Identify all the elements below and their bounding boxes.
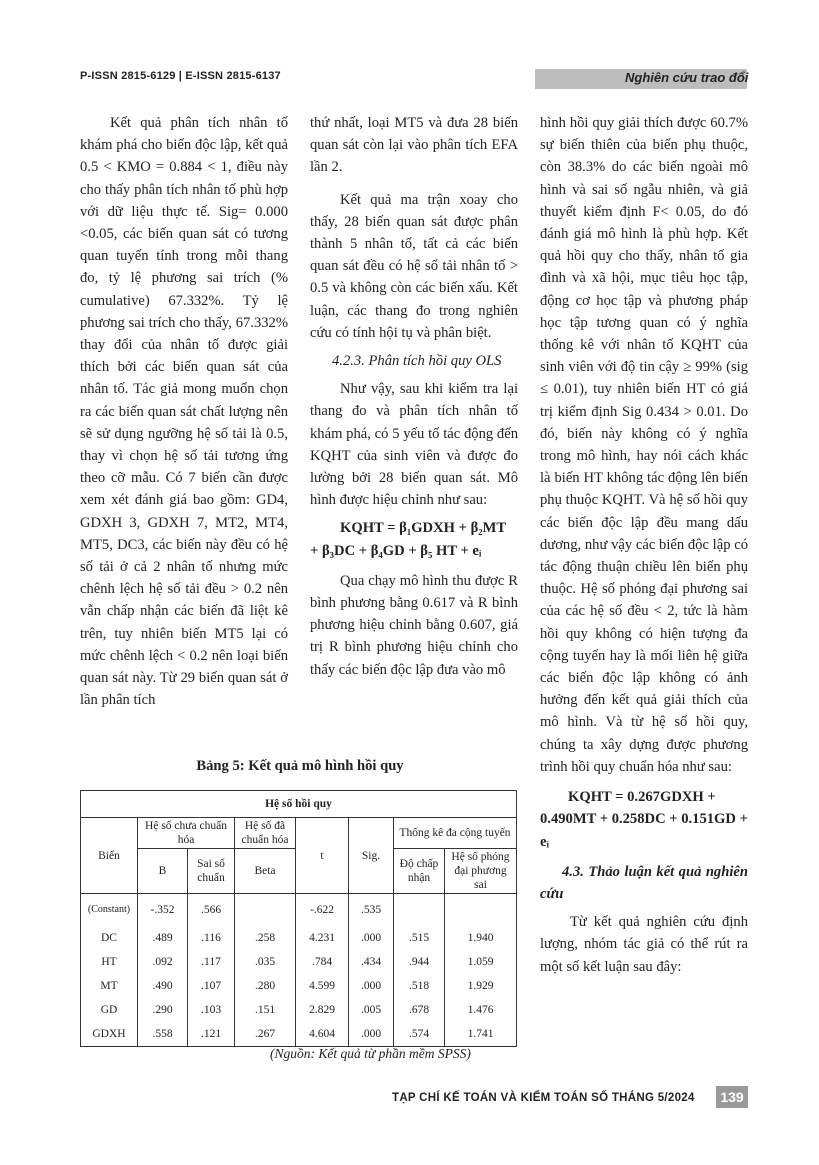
page-number: 139 <box>716 1086 748 1108</box>
header-cell: Hệ số đã chuẩn hóa <box>235 818 296 849</box>
header-cell: Sig. <box>349 818 394 894</box>
table-cell-sig: .000 <box>349 926 394 950</box>
table-cell-tol: .678 <box>394 998 445 1022</box>
table-cell-t: 4.599 <box>296 974 349 998</box>
table-cell-B: .490 <box>138 974 188 998</box>
header-cell: B <box>138 849 188 894</box>
formula-line: + β₃DC + β₄GD + β₅ HT + eᵢ <box>310 542 482 559</box>
table-cell-tol: .518 <box>394 974 445 998</box>
table-cell-beta: .267 <box>235 1022 296 1047</box>
table-cell-B: .558 <box>138 1022 188 1047</box>
table-cell-var: GD <box>81 998 138 1022</box>
issn-header: P-ISSN 2815-6129 | E-ISSN 2815-6137 <box>80 70 281 82</box>
header-cell: Beta <box>235 849 296 894</box>
table-cell-t: -.622 <box>296 894 349 927</box>
table-cell-var: DC <box>81 926 138 950</box>
table-cell-B: .092 <box>138 950 188 974</box>
formula-line: KQHT = 0.267GDXH + <box>568 789 716 806</box>
subsection-heading: 4.2.3. Phân tích hồi quy OLS <box>332 353 502 370</box>
table-cell-sig: .535 <box>349 894 394 927</box>
table-cell-beta: .035 <box>235 950 296 974</box>
table-cell-var: HT <box>81 950 138 974</box>
table-cell-se: .103 <box>188 998 235 1022</box>
column-1 <box>80 112 288 711</box>
header-cell: t <box>296 818 349 894</box>
table-cell-beta: .151 <box>235 998 296 1022</box>
header-cell: Hệ số chưa chuẩn hóa <box>138 818 235 849</box>
table-cell-t: 4.604 <box>296 1022 349 1047</box>
table-row <box>81 894 517 927</box>
table-cell-var: MT <box>81 974 138 998</box>
section-title: Nghiên cứu trao đổi <box>625 70 749 85</box>
table-row <box>81 950 517 974</box>
table-source: (Nguồn: Kết quả từ phần mềm SPSS) <box>270 1046 471 1061</box>
table-cell-vif: 1.940 <box>445 926 517 950</box>
paragraph: Kết quả phân tích nhân tố khám phá cho biến độc lập, kết quả 0.5 < KMO = 0.884 < 1, điều này cho thấy phân tích nhân tố phù hợp với dữ liệu thực tế. Sig= 0.000 <0.05, các biến quan sát có tương quan tuyến tính trong mỗi thang đo, tỷ lệ phương sai trích (% cumulative) 67.332%. Tỷ lệ phương sai trích cho thấy, 67.332% thay đổi của nhân tố được giải thích bởi các biến quan sát của nhân tố. Tác giả mong muốn chọn ra các biến quan sát chất lượng nên sẽ sử dụng ngưỡng hệ số tải là 0.5, thay vì chọn hệ số tải tương ứng theo cỡ mẫu. Có 7 biến cần được xem xét đánh giá bao gồm: GD4, GDXH 3, GDXH 7, MT2, MT4, MT5, DC3, các biến này đều có hệ số tải ở cả 2 nhân tố nhưng mức chênh lệch hệ số tải đều > 0.2 nên vẫn chấp nhận các biến đã liệt kê trên, tuy nhiên biến MT5 lại có mức chênh lệch < 0.2 nên loại biến quan sát này. Từ 29 biến quan sát ở lần phân tích <box>80 115 288 709</box>
table-cell-tol <box>394 894 445 927</box>
table-cell-vif: 1.476 <box>445 998 517 1022</box>
table-title: Hệ số hồi quy <box>81 791 517 818</box>
column-3 <box>540 112 748 978</box>
header-cell: Độ chấp nhận <box>394 849 445 894</box>
table-cell-t: .784 <box>296 950 349 974</box>
table-cell-beta: .280 <box>235 974 296 998</box>
table-cell-tol: .574 <box>394 1022 445 1047</box>
journal-footer: TẠP CHÍ KẾ TOÁN VÀ KIỂM TOÁN SỐ THÁNG 5/2024 <box>392 1092 695 1104</box>
table-row <box>81 1022 517 1047</box>
paragraph: Kết quả ma trận xoay cho thấy, 28 biến quan sát được phân thành 5 nhân tố, tất cả các biến quan sát đều có hệ số tải nhân tố > 0.5 và không còn các biến xấu. Kết luận, các thang đo trong nghiên cứu có tính hội tụ và phân biệt. <box>310 191 518 341</box>
table-cell-beta <box>235 894 296 927</box>
table-cell-sig: .000 <box>349 1022 394 1047</box>
table-cell-se: .107 <box>188 974 235 998</box>
table-row <box>81 998 517 1022</box>
table-cell-B: -.352 <box>138 894 188 927</box>
paragraph: Qua chạy mô hình thu được R bình phương bằng 0.617 và R bình phương hiệu chỉnh bằng 0.607, giá trị R bình phương hiệu chỉnh cho thấy các biến độc lập đưa vào mô <box>310 572 518 678</box>
header-cell: Sai số chuẩn <box>188 849 235 894</box>
paragraph: Như vậy, sau khi kiểm tra lại thang đo và phân tích nhân tố khám phá, có 5 yếu tố tác động đến KQHT của sinh viên và được đo lường bởi 28 biến quan sát. Mô hình được hiệu chỉnh như sau: <box>310 381 518 509</box>
table-cell-t: 2.829 <box>296 998 349 1022</box>
column-2 <box>310 112 518 681</box>
table-cell-sig: .434 <box>349 950 394 974</box>
table-cell-vif: 1.741 <box>445 1022 517 1047</box>
paragraph: thứ nhất, loại MT5 và đưa 28 biến quan sát còn lại vào phân tích EFA lần 2. <box>310 115 518 176</box>
table-cell-tol: .515 <box>394 926 445 950</box>
table-caption: Bảng 5: Kết quả mô hình hồi quy <box>196 758 404 774</box>
table-cell-var: (Constant) <box>81 894 138 927</box>
table-row <box>81 974 517 998</box>
table-cell-se: .116 <box>188 926 235 950</box>
formula-line: KQHT = β₁GDXH + β₂MT <box>340 520 507 537</box>
header-cell: Biến <box>81 818 138 894</box>
table-cell-sig: .005 <box>349 998 394 1022</box>
regression-formula <box>310 517 518 561</box>
table-cell-se: .117 <box>188 950 235 974</box>
header-cell: Hệ số phóng đại phương sai <box>445 849 517 894</box>
table-cell-sig: .000 <box>349 974 394 998</box>
formula-line: 0.490MT + 0.258DC + 0.151GD + eᵢ <box>540 811 748 850</box>
table-row <box>81 926 517 950</box>
section-heading: 4.3. Thảo luận kết quả nghiên cứu <box>540 863 748 902</box>
table-cell-se: .121 <box>188 1022 235 1047</box>
table-cell-var: GDXH <box>81 1022 138 1047</box>
paragraph: Từ kết quả nghiên cứu định lượng, nhóm tác giả có thể rút ra một số kết luận sau đây: <box>540 914 748 975</box>
header-cell: Thống kê đa cộng tuyến <box>394 818 517 849</box>
table-cell-B: .489 <box>138 926 188 950</box>
table-cell-vif: 1.929 <box>445 974 517 998</box>
table-cell-beta: .258 <box>235 926 296 950</box>
table-cell-tol: .944 <box>394 950 445 974</box>
standardized-formula <box>540 786 748 853</box>
table-cell-t: 4.231 <box>296 926 349 950</box>
table-cell-vif: 1.059 <box>445 950 517 974</box>
table-cell-se: .566 <box>188 894 235 927</box>
regression-table <box>80 790 517 1047</box>
table-cell-vif <box>445 894 517 927</box>
table-cell-B: .290 <box>138 998 188 1022</box>
paragraph: hình hồi quy giải thích được 60.7% sự biến thiên của biến phụ thuộc, còn 38.3% do các biến ngoài mô hình và sai số ngẫu nhiên, và giả thuyết kiểm định F< 0.05, do đó đánh giá mô hình là phù hợp. Kết quả hồi quy cho thấy, nhân tố gia đình và xã hội, mục tiêu học tập, động cơ học tập và phương pháp học tập tương quan có ý nghĩa thống kê với nhân tố KQHT của sinh viên với độ tin cậy ≥ 99% (sig ≤ 0.01), tuy nhiên biến HT có giá trị kiểm định Sig 0.434 > 0.01. Do đó, biến này không có ý nghĩa trong mô hình, hay nói cách khác là biến HT không tác động lên biến phụ thuộc KQHT. Và hệ số hồi quy các biến độc lập đều mang dấu dương, như vậy các biến độc lập có tác động thuận chiều lên biến phụ thuộc. Hệ số phóng đại phương sai của các hệ số đều < 2, tức là hàm hồi quy không có hiện tượng đa cộng tuyến hay là mối liên hệ giữa các biến độc lập không có ảnh hưởng đến kết quả giải thích của mô hình. Và từ hệ số hồi quy, chúng ta xây dựng được phương trình hồi quy chuẩn hóa như sau: <box>540 115 748 775</box>
